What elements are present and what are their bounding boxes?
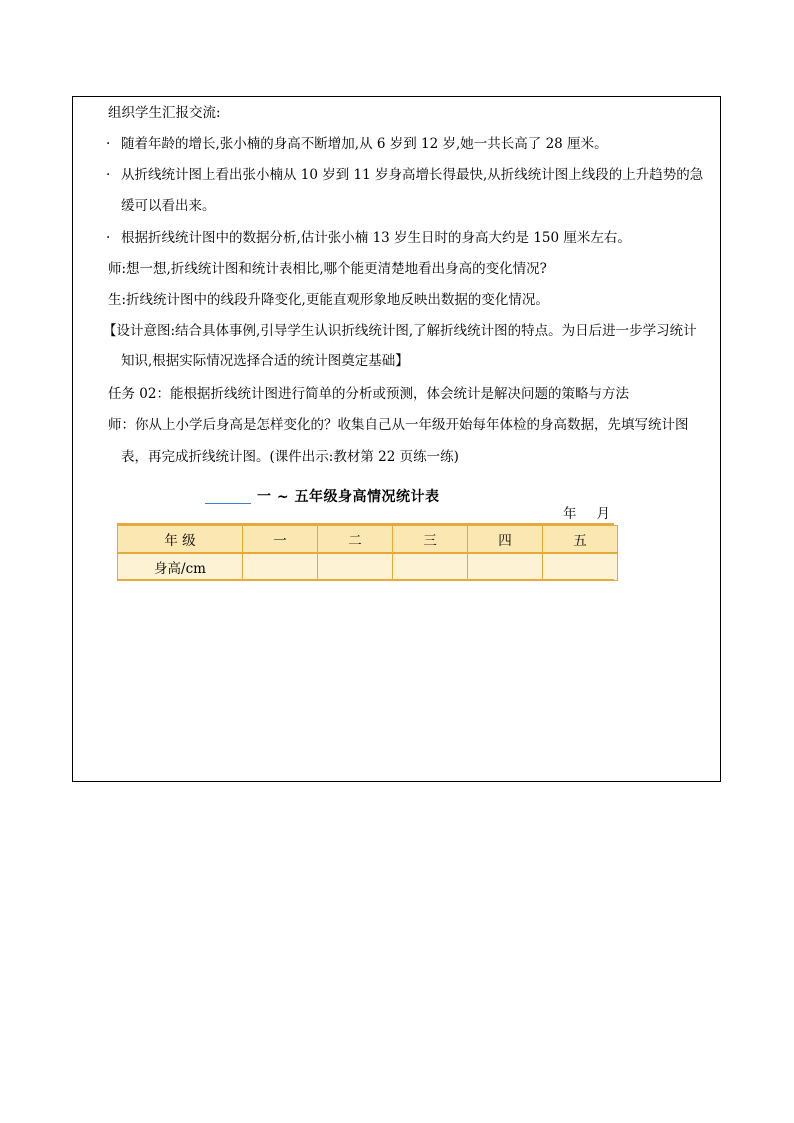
table-title: 一 ~ 五年级身高情况统计表 — [205, 486, 439, 506]
height-input-cell[interactable] — [468, 553, 543, 581]
teacher-question: 师:想一想,折线统计图和统计表相比,哪个能更清楚地看出身高的变化情况? — [108, 261, 547, 277]
year-label: 年 — [563, 506, 579, 522]
bullet-3-text: 根据折线统计图中的数据分析,估计张小楠 13 岁生日时的身高大约是 150 厘米左右。 — [121, 230, 631, 246]
bullet-1-text: 随着年龄的增长,张小楠的身高不断增加,从 6 岁到 12 岁,她一共长高了 28 厘米。 — [121, 136, 608, 152]
grade-cell: 三 — [393, 526, 468, 554]
table-date — [563, 502, 612, 522]
grade-cell: 四 — [468, 526, 543, 554]
bullet-dot: · — [106, 167, 111, 183]
table-height-row — [118, 553, 618, 581]
bullet-2-continuation: 缓可以看出来。 — [121, 198, 216, 214]
row-label-cell: 身高/cm — [118, 553, 243, 581]
height-statistics-table — [117, 525, 618, 581]
student-answer: 生:折线统计图中的线段升降变化,更能直观形象地反映出数据的变化情况。 — [108, 292, 549, 308]
bullet-dot: · — [106, 230, 111, 246]
name-blank[interactable] — [205, 491, 251, 504]
height-input-cell[interactable] — [393, 553, 468, 581]
task-02: 任务 02：能根据折线统计图进行简单的分析或预测，体会统计是解决问题的策略与方法 — [108, 386, 629, 402]
table-bottom-rule — [117, 579, 614, 581]
report-intro: 组织学生汇报交流: — [108, 105, 221, 121]
grade-cell: 二 — [318, 526, 393, 554]
design-intent-continuation: 知识,根据实际情况选择合适的统计图奠定基础】 — [121, 353, 409, 369]
table-header-row — [118, 526, 618, 554]
design-intent: 【设计意图:结合具体事例,引导学生认识折线统计图,了解折线统计图的特点。为日后进一步学习统计 — [103, 323, 697, 339]
header-label-cell: 年 级 — [118, 526, 243, 554]
grade-cell: 一 — [243, 526, 318, 554]
month-label: 月 — [596, 506, 612, 522]
height-input-cell[interactable] — [243, 553, 318, 581]
bullet-2-text: 从折线统计图上看出张小楠从 10 岁到 11 岁身高增长得最快,从折线统计图上线段的上升趋势的急 — [121, 167, 704, 183]
teacher-task: 师：你从上小学后身高是怎样变化的？收集自己从一年级开始每年体检的身高数据，先填写统计图 — [108, 417, 689, 433]
grade-cell: 五 — [543, 526, 618, 554]
height-input-cell[interactable] — [318, 553, 393, 581]
height-input-cell[interactable] — [543, 553, 618, 581]
teacher-task-continuation: 表，再完成折线统计图。(课件出示:教材第 22 页练一练) — [121, 449, 459, 465]
bullet-dot: · — [106, 136, 111, 152]
